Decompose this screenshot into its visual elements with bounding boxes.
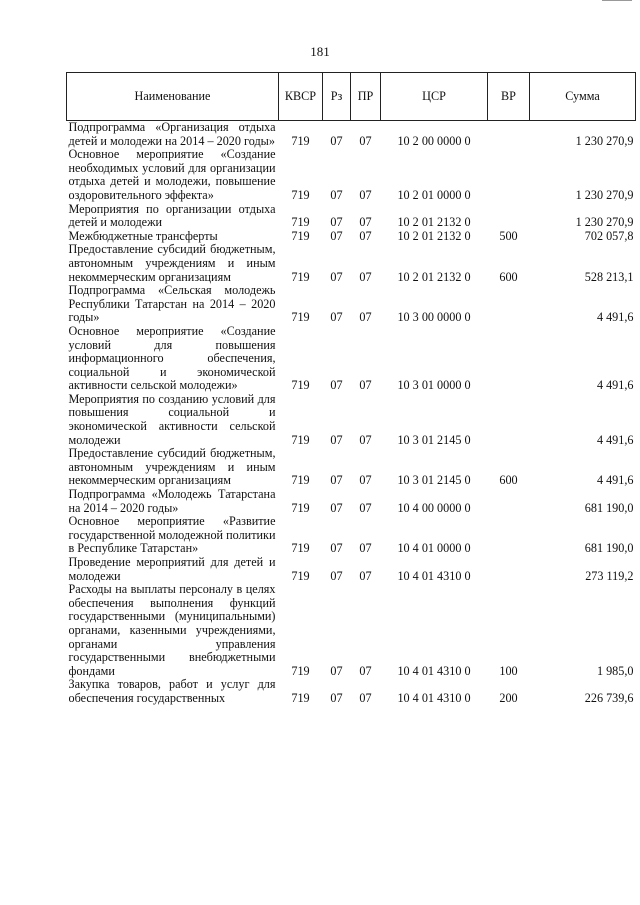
cell-name: Подпрограмма «Организация отдыха детей и молодежи на 2014 – 2020 годы»	[68, 120, 276, 148]
table-row	[67, 203, 636, 230]
cell-kvsr: 719	[291, 133, 310, 148]
cell-kvsr: 719	[291, 568, 310, 583]
cell-sum: 4 491,6	[596, 473, 634, 488]
table-header	[67, 73, 636, 121]
cell-csr: 10 3 01 0000 0	[397, 378, 471, 393]
cell-rz: 07	[330, 228, 343, 243]
cell-pr: 07	[359, 133, 372, 148]
table-row	[67, 447, 636, 488]
cell-csr: 10 4 00 0000 0	[397, 500, 471, 515]
table-row	[67, 583, 636, 678]
cell-kvsr: 719	[291, 310, 310, 325]
cell-name: Мероприятия по организации отдыха детей и молодежи	[68, 201, 276, 230]
cell-sum: 1 230 270,9	[575, 187, 634, 202]
cell-csr: 10 4 01 4310 0	[397, 663, 471, 678]
cell-name: Основное мероприятие «Развитие государственной молодежной политики в Республике Татарстан»	[68, 514, 276, 556]
cell-sum: 4 491,6	[596, 432, 634, 447]
header-kvsr: КВСР	[279, 73, 323, 121]
cell-sum: 681 190,0	[584, 541, 634, 556]
table-body	[67, 121, 636, 706]
table-row	[67, 556, 636, 583]
header-sum: Сумма	[530, 73, 636, 121]
table-row	[67, 325, 636, 393]
cell-vr: 500	[499, 228, 518, 243]
cell-rz: 07	[330, 310, 343, 325]
cell-rz: 07	[330, 473, 343, 488]
cell-vr	[488, 325, 530, 393]
cell-sum: 528 213,1	[584, 269, 634, 284]
cell-vr	[488, 284, 530, 325]
cell-kvsr: 719	[291, 432, 310, 447]
table-row	[67, 243, 636, 284]
cell-csr: 10 3 01 2145 0	[397, 432, 471, 447]
cell-csr: 10 3 01 2145 0	[397, 473, 471, 488]
cell-kvsr: 719	[291, 500, 310, 515]
table-row	[67, 230, 636, 244]
cell-csr: 10 2 01 2132 0	[397, 228, 471, 243]
cell-name: Мероприятия по созданию условий для повышения социальной и экономической активности сельской молодежи	[68, 391, 276, 447]
cell-sum: 702 057,8	[584, 228, 634, 243]
cell-kvsr: 719	[291, 187, 310, 202]
cell-kvsr: 719	[291, 541, 310, 556]
cell-vr	[488, 203, 530, 230]
cell-sum: 4 491,6	[596, 310, 634, 325]
cell-rz: 07	[330, 133, 343, 148]
cell-pr: 07	[359, 473, 372, 488]
cell-kvsr: 719	[291, 378, 310, 393]
cell-name: Предоставление субсидий бюджетным, автономным учреждениям и иным некоммерческим организациям	[68, 242, 276, 284]
cell-pr: 07	[359, 310, 372, 325]
cell-csr: 10 2 00 0000 0	[397, 133, 471, 148]
cell-csr: 10 4 01 0000 0	[397, 541, 471, 556]
cell-kvsr: 719	[291, 215, 310, 230]
cell-pr: 07	[359, 568, 372, 583]
cell-vr	[488, 121, 530, 149]
table-row	[67, 488, 636, 515]
cell-pr: 07	[359, 228, 372, 243]
cell-rz: 07	[330, 541, 343, 556]
cell-pr: 07	[359, 269, 372, 284]
cell-name: Подпрограмма «Сельская молодежь Республики Татарстан на 2014 – 2020 годы»	[68, 283, 276, 325]
cell-sum: 226 739,6	[584, 690, 634, 705]
cell-pr: 07	[359, 663, 372, 678]
header-name: Наименование	[67, 73, 279, 121]
cell-rz: 07	[330, 568, 343, 583]
scan-mark	[602, 0, 632, 1]
header-rz: Рз	[323, 73, 351, 121]
table-row	[67, 284, 636, 325]
cell-sum: 1 985,0	[596, 663, 634, 678]
budget-sheet	[66, 72, 635, 706]
cell-vr	[488, 148, 530, 202]
cell-pr: 07	[359, 500, 372, 515]
cell-pr: 07	[359, 432, 372, 447]
cell-sum: 273 119,2	[585, 568, 634, 583]
cell-name: Основное мероприятие «Создание условий для повышения информационного обеспечения, социальной и экономической активности сельской молодежи»	[68, 323, 276, 393]
cell-csr: 10 4 01 4310 0	[397, 690, 471, 705]
cell-rz: 07	[330, 663, 343, 678]
cell-name: Расходы на выплаты персоналу в целях обеспечения выполнения функций государственными (муниципальными) органами, казенными учреждениями, органами управления государственными внебюджетными фондами	[68, 582, 276, 678]
cell-vr	[488, 393, 530, 447]
header-pr: ПР	[351, 73, 381, 121]
cell-kvsr: 719	[291, 690, 310, 705]
cell-rz: 07	[330, 690, 343, 705]
cell-pr: 07	[359, 690, 372, 705]
cell-name: Основное мероприятие «Создание необходимых условий для организации отдыха детей и молодежи, повышение оздоровительного эффекта»	[68, 147, 276, 202]
cell-name: Закупка товаров, работ и услуг для обеспечения государственных	[68, 677, 276, 705]
cell-rz: 07	[330, 432, 343, 447]
cell-pr: 07	[359, 378, 372, 393]
cell-rz: 07	[330, 269, 343, 284]
cell-vr: 600	[499, 473, 518, 488]
cell-vr	[488, 488, 530, 515]
header-vr: ВР	[488, 73, 530, 121]
cell-name: Подпрограмма «Молодежь Татарстана на 2014 – 2020 годы»	[68, 487, 276, 515]
cell-csr: 10 2 01 2132 0	[397, 269, 471, 284]
cell-csr: 10 4 01 4310 0	[397, 568, 471, 583]
budget-table	[66, 72, 636, 706]
cell-name: Проведение мероприятий для детей и молодежи	[68, 555, 276, 583]
header-csr: ЦСР	[381, 73, 488, 121]
table-row	[67, 515, 636, 556]
cell-csr: 10 2 01 2132 0	[397, 215, 471, 230]
table-row	[67, 148, 636, 202]
cell-rz: 07	[330, 500, 343, 515]
cell-kvsr: 719	[291, 269, 310, 284]
cell-name: Межбюджетные трансферты	[68, 228, 218, 243]
cell-kvsr: 719	[291, 473, 310, 488]
cell-pr: 07	[359, 541, 372, 556]
cell-pr: 07	[359, 215, 372, 230]
cell-sum: 4 491,6	[596, 378, 634, 393]
cell-sum: 1 230 270,9	[575, 133, 634, 148]
cell-rz: 07	[330, 378, 343, 393]
cell-sum: 1 230 270,9	[575, 215, 634, 230]
cell-rz: 07	[330, 215, 343, 230]
cell-name: Предоставление субсидий бюджетным, автономным учреждениям и иным некоммерческим организациям	[68, 446, 276, 488]
cell-vr: 100	[499, 663, 518, 678]
page-number: 181	[310, 44, 330, 59]
cell-vr: 200	[499, 690, 518, 705]
cell-kvsr: 719	[291, 228, 310, 243]
table-row	[67, 678, 636, 705]
table-row	[67, 121, 636, 149]
cell-sum: 681 190,0	[584, 500, 634, 515]
cell-csr: 10 3 00 0000 0	[397, 310, 471, 325]
cell-vr: 600	[499, 269, 518, 284]
cell-csr: 10 2 01 0000 0	[397, 187, 471, 202]
cell-vr	[488, 515, 530, 556]
cell-pr: 07	[359, 187, 372, 202]
table-row	[67, 393, 636, 447]
cell-vr	[488, 556, 530, 583]
cell-kvsr: 719	[291, 663, 310, 678]
cell-rz: 07	[330, 187, 343, 202]
